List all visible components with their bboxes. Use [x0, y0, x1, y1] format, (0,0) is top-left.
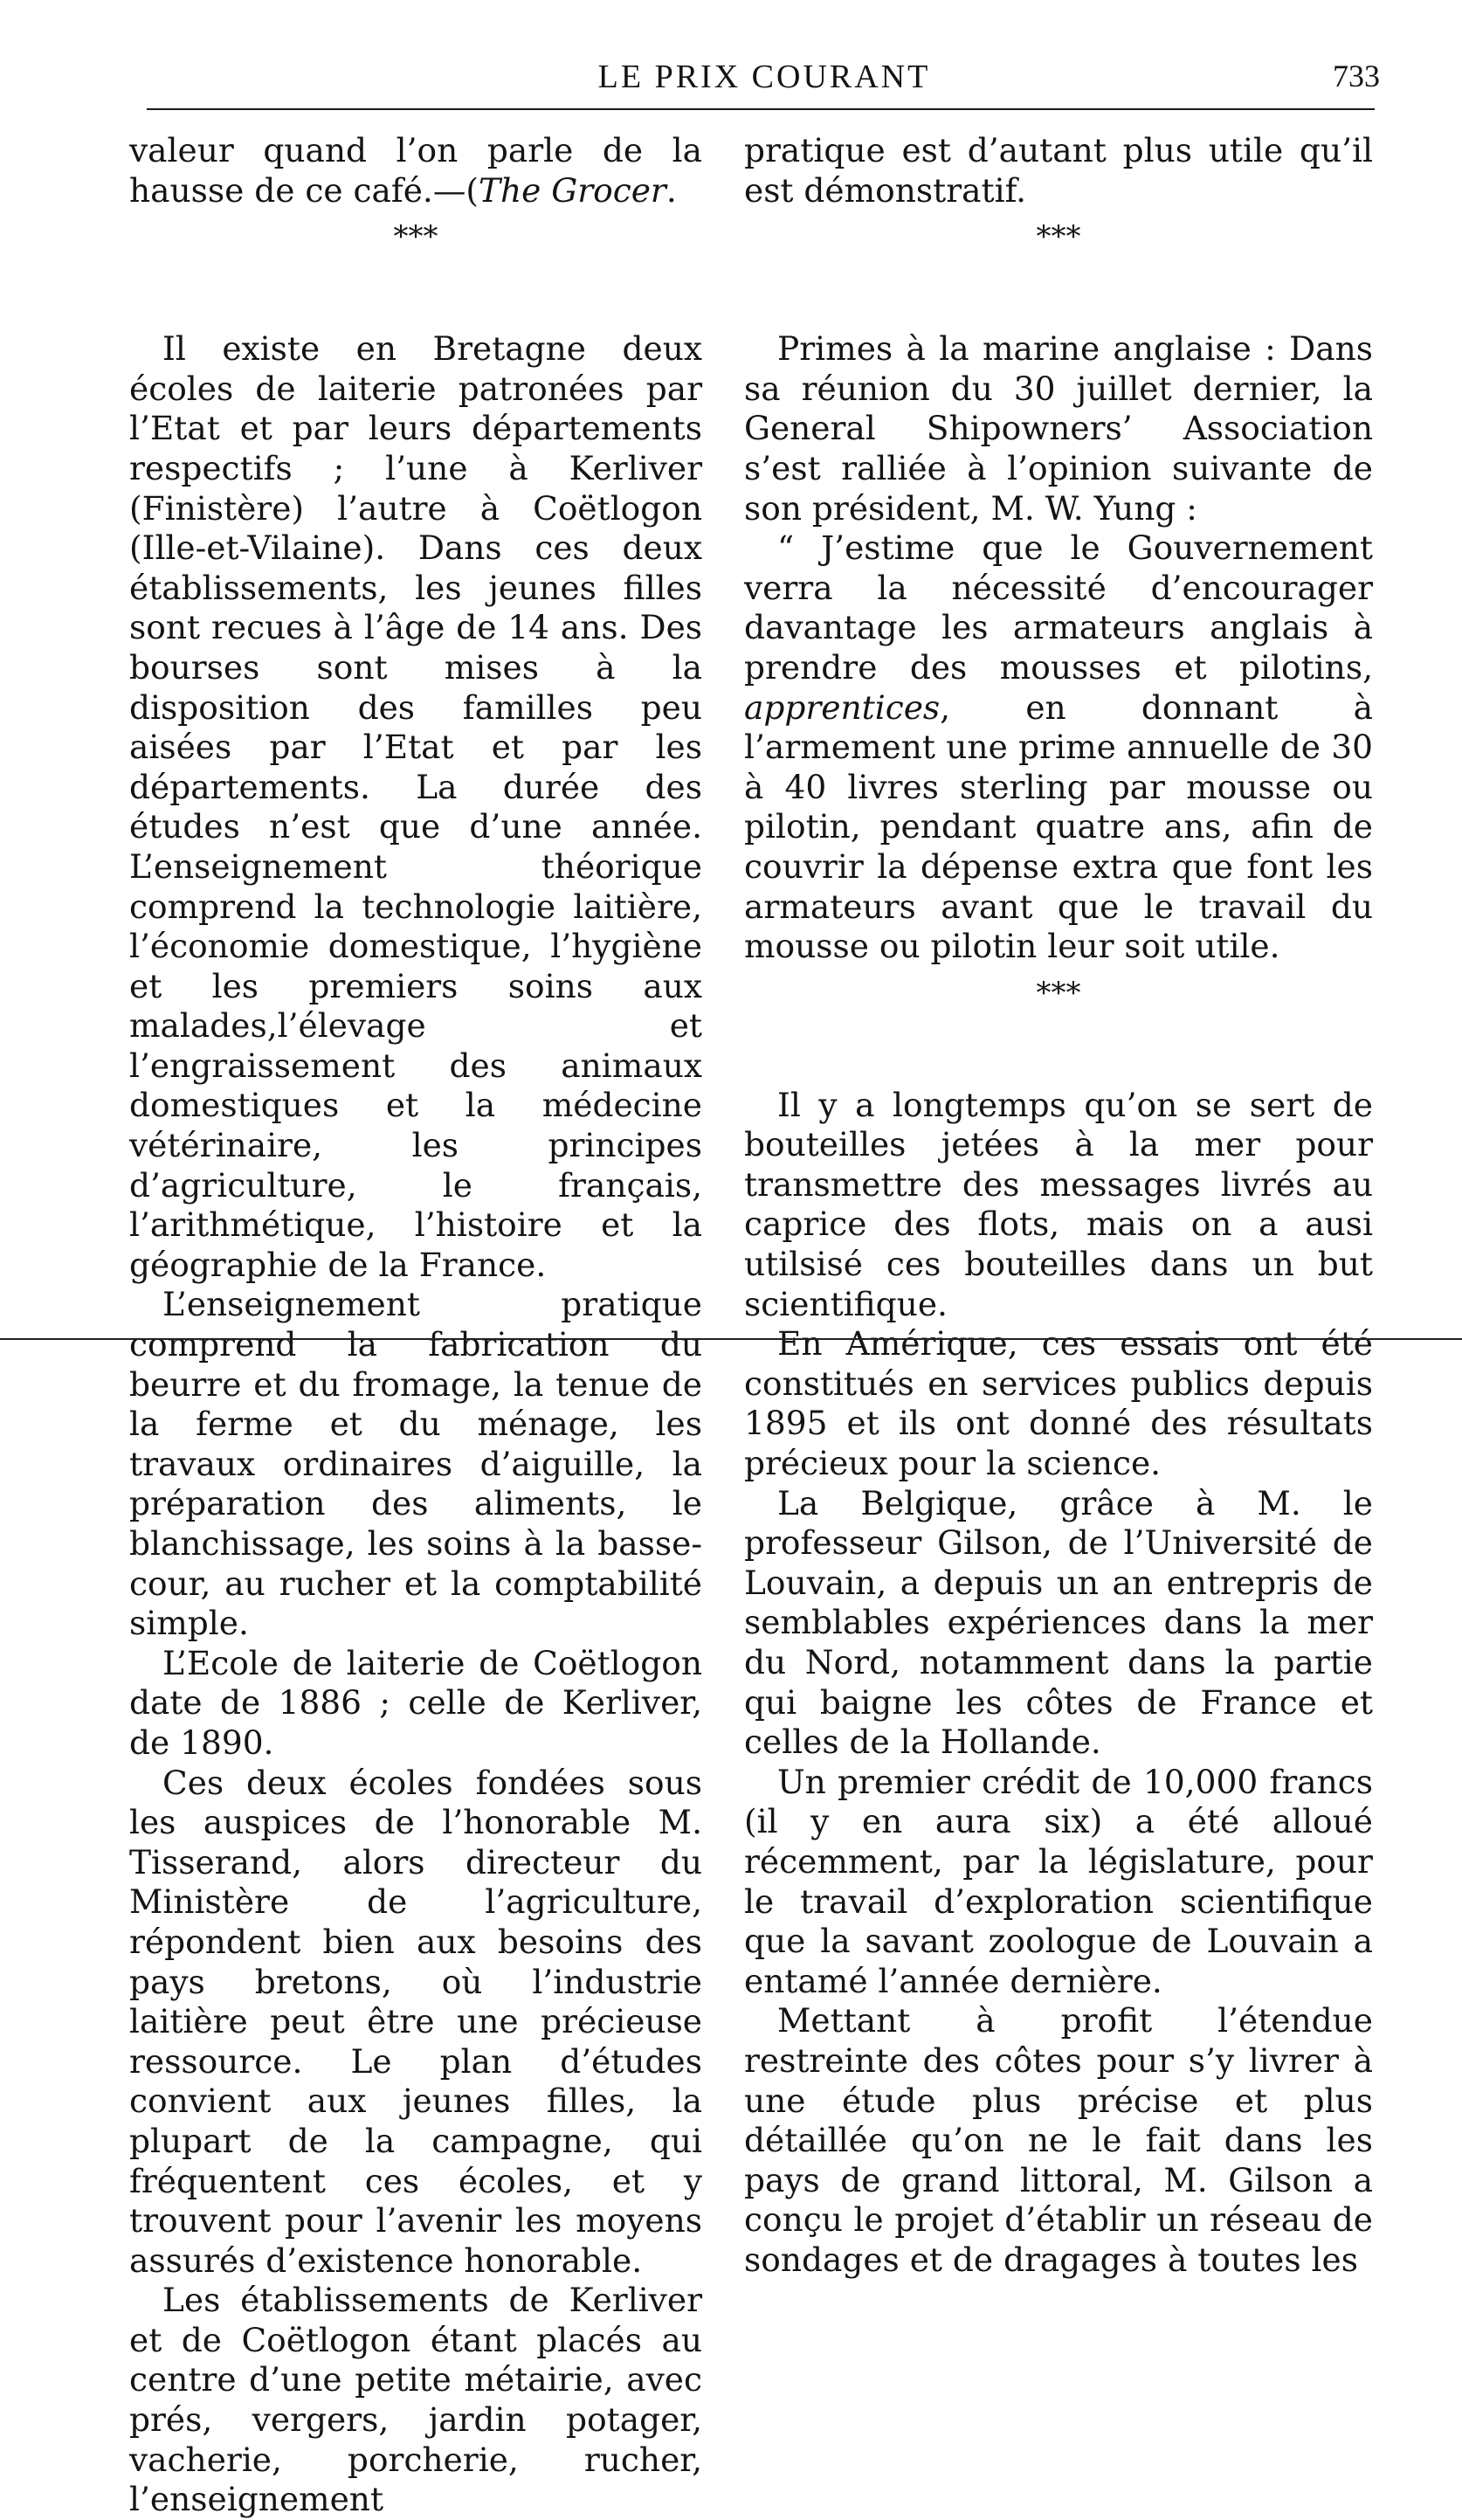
- source-citation: The Grocer: [478, 170, 666, 210]
- paragraph: L’Ecole de laiterie de Coëtlogon date de 1886 ; celle de Kerliver, de 1890.: [129, 1643, 702, 1762]
- paragraph-continuation: pratique est d’autant plus utile qu’il est démonstratif.: [744, 131, 1373, 210]
- paragraph-quote: [744, 528, 1373, 967]
- page-header: [148, 54, 1380, 96]
- paragraph: Il existe en Bretagne deux écoles de laiterie patronées par l’Etat et par leurs départements respectifs ; l’une à Kerliver (Finistère) l’autre à Coëtlogon (Ille-et-Vilaine). Dans ces deux établissements, les jeunes filles sont recues à l’âge de 14 ans. Des bourses sont mises à la disposition des familles peu aisées par l’Etat et par les départements. La durée des études n’est que d’une année. L’enseignement théorique comprend la technologie laitière, l’économie domestique, l’hygiène et les premiers soins aux malades,l’élevage et l’engraissement des animaux domestiques et la médecine vétérinaire, les principes d’agriculture, le français, l’arithmétique, l’histoire et la géographie de la France.: [129, 329, 702, 1284]
- paragraph: Ces deux écoles fondées sous les auspices de l’honorable M. Tisserand, alors directeur du Ministère de l’agriculture, répondent bien aux besoins des pays bretons, où l’industrie laitière peut être une précieuse ressource. Le plan d’études convient aux jeunes filles, la plupart de la campagne, qui fréquentent ces écoles, et y trouvent pour l’avenir les moyens assurés d’existence honorable.: [129, 1763, 702, 2280]
- paragraph: Il y a longtemps qu’on se sert de bouteilles jetées à la mer pour transmettre des messages livrés au caprice des flots, mais on a ausi utilsisé ces bouteilles dans un but scientifique.: [744, 1085, 1373, 1323]
- italic-term: apprentices: [744, 687, 941, 727]
- paragraph: En Amérique, ces essais ont été constitués en services publics depuis 1895 et ils ont donné des résultats précieux pour la science.: [744, 1324, 1373, 1483]
- section-separator: ***: [1036, 975, 1081, 1011]
- right-column: [744, 131, 1373, 2281]
- header-rule: [147, 108, 1375, 110]
- paragraph-text: “ J’estime que le Gouvernement verra la nécessité d’encourager davantage les armateurs anglais à prendre des mousses et pilotins,: [744, 528, 1373, 687]
- paragraph: La Belgique, grâce à M. le professeur Gilson, de l’Université de Louvain, a depuis un an entrepris de semblables expériences dans la mer du Nord, notamment dans la partie qui baigne les côtes de France et celles de la Hollande.: [744, 1483, 1373, 1762]
- paragraph-text: valeur quand l’on parle de la hausse de ce café.—(: [129, 131, 702, 210]
- section-separator: ***: [393, 219, 438, 255]
- page-number: 733: [1333, 59, 1380, 93]
- section-separator: ***: [1036, 219, 1081, 255]
- paragraph: Mettant à profit l’étendue restreinte des côtes pour s’y livrer à une étude plus précise et plus détaillée qu’on ne le fait dans les pays de grand littoral, M. Gilson a conçu le projet d’établir un réseau de sondages et de dragages à toutes les: [744, 2001, 1373, 2279]
- paragraph: Les établissements de Kerliver et de Coëtlogon étant placés au centre d’une petite métairie, avec prés, vergers, jardin potager, vacherie, porcherie, rucher, l’enseignement: [129, 2281, 702, 2519]
- paragraph: L’enseignement pratique comprend la fabrication du beurre et du fromage, la tenue de la ferme et du ménage, les travaux ordinaires d’aiguille, la préparation des aliments, le blanchissage, les soins à la basse-cour, au rucher et la comptabilité simple.: [129, 1285, 702, 1643]
- left-column: [129, 131, 702, 2520]
- paragraph-text: .: [665, 170, 677, 210]
- running-title: LE PRIX COURANT: [597, 59, 931, 95]
- paragraph-continuation: [129, 131, 702, 211]
- scan-crease-line: [0, 1338, 1462, 1340]
- paragraph: Primes à la marine anglaise : Dans sa réunion du 30 juillet dernier, la General Shipowners’ Association s’est ralliée à l’opinion suivante de son président, M. W. Yung :: [744, 329, 1373, 528]
- paragraph-text: , en donnant à l’armement une prime annuelle de 30 à 40 livres sterling par mousse ou pilotin, pendant quatre ans, afin de couvrir la dépense extra que font les armateurs avant que le travail du mousse ou pilotin leur soit utile.: [744, 687, 1373, 966]
- paragraph: Un premier crédit de 10,000 francs (il y en aura six) a été alloué récemment, par la législature, pour le travail d’exploration scientifique que la savant zoologue de Louvain a entamé l’année dernière.: [744, 1762, 1373, 2000]
